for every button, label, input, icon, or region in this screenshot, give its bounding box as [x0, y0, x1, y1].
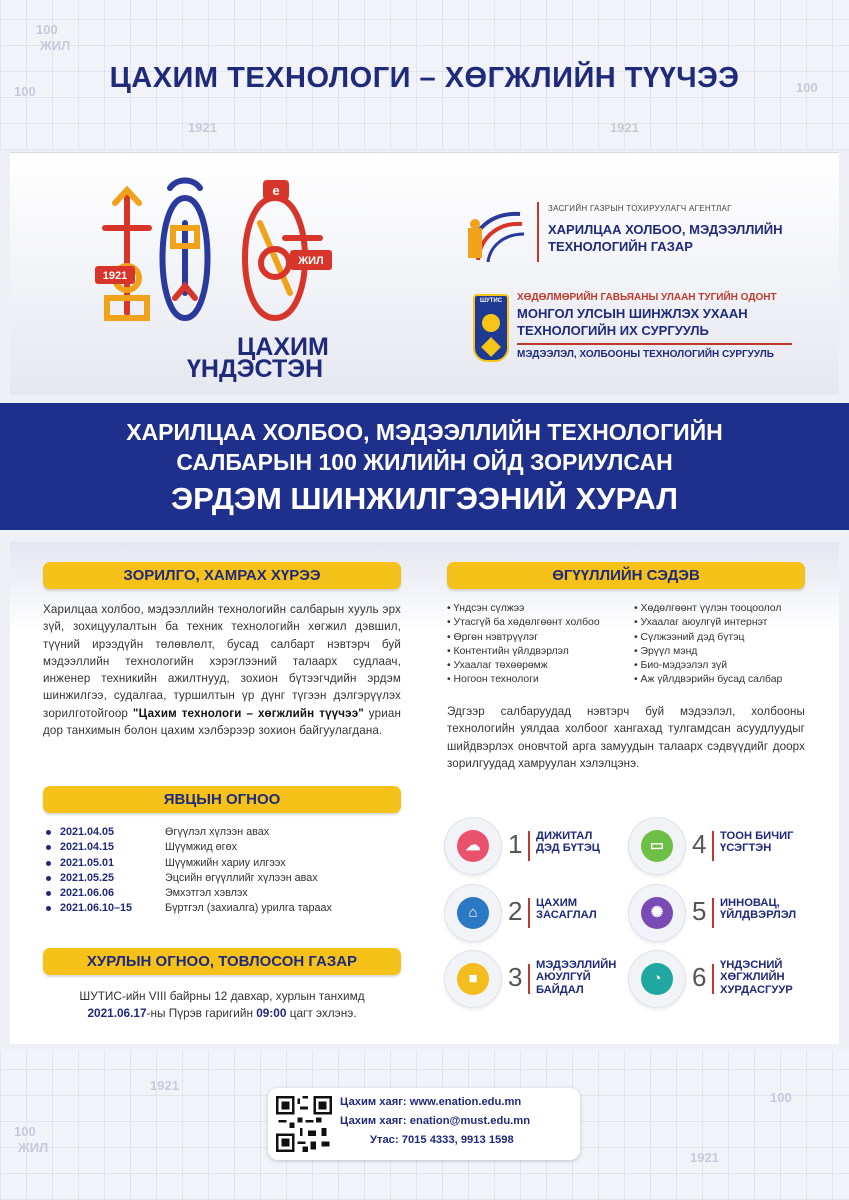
shield-gem: [482, 314, 500, 332]
pattern-mark-100: 100: [796, 80, 818, 95]
speedometer-icon: ◔: [641, 963, 673, 995]
timeline-desc: Эмхэтгэл хэвлэх: [165, 887, 248, 900]
timeline-heading: ЯВЦЫН ОГНОО: [43, 786, 401, 813]
theme-label-line: АЮУЛГҮЙ: [536, 971, 591, 984]
theme-label-line: ИННОВАЦ,: [720, 897, 780, 909]
pattern-mark-jil: ЖИЛ: [18, 1140, 49, 1155]
timeline-desc: Бүртгэл (захиалга) урилга тараах: [165, 902, 332, 915]
pattern-mark-100: 100: [14, 84, 36, 99]
theme-number: 2: [508, 896, 523, 926]
list-item: • Эрүүл мэнд: [634, 645, 782, 659]
theme-divider: [712, 898, 714, 928]
university-name-line1: МОНГОЛ УЛСЫН ШИНЖЛЭХ УХААН: [517, 306, 748, 321]
headline: ЦАХИМ ТЕХНОЛОГИ – ХӨГЖЛИЙН ТҮҮЧЭЭ: [109, 62, 740, 94]
university-school: МЭДЭЭЛЭЛ, ХОЛБООНЫ ТЕХНОЛОГИЙН СУРГУУЛЬ: [517, 349, 774, 360]
theme-circle: [444, 817, 502, 875]
government-building-icon: ⌂: [457, 897, 489, 929]
list-item: • Ногоон технологи: [447, 673, 600, 687]
theme-divider: [712, 831, 714, 861]
timeline-list: [43, 825, 403, 917]
venue-mid: -ны Пүрэв гаригийн: [146, 1006, 257, 1020]
contact-label: Утас:: [370, 1134, 399, 1146]
timeline-desc: Эцсийн өгүүллийг хүлээн авах: [165, 871, 318, 884]
theme-divider: [528, 898, 530, 928]
venue-heading: ХУРЛЫН ОГНОО, ТОВЛОСОН ГАЗАР: [43, 948, 401, 975]
title-line2: САЛБАРЫН 100 ЖИЛИЙН ОЙД ЗОРИУЛСАН: [176, 449, 673, 475]
list-item: • Сүлжээний дэд бүтэц: [634, 631, 782, 645]
logo-e-badge: e: [272, 183, 280, 198]
timeline-date: 2021.04.15: [60, 841, 115, 854]
theme-label-line: ХУРДАСГУУР: [720, 983, 793, 996]
email-link[interactable]: enation@must.edu.mn: [409, 1115, 531, 1127]
pattern-mark-year: 1921: [188, 120, 217, 135]
theme-innovation: [628, 884, 818, 944]
agency-emblem-icon: [462, 208, 528, 264]
contact-label: Цахим хаяг:: [340, 1115, 407, 1127]
theme-number: 4: [692, 829, 707, 859]
theme-divider: [528, 964, 530, 994]
timeline-row: [43, 856, 403, 871]
theme-label-line: МЭДЭЭЛЛИЙН: [536, 959, 617, 971]
topics-list-right: [634, 602, 782, 688]
pattern-mark-year: 1921: [690, 1150, 719, 1165]
university-award: ХӨДӨЛМӨРИЙН ГАВЬЯАНЫ УЛААН ТУГИЙН ОДОНТ: [517, 292, 777, 303]
timeline-date: 2021.04.05: [60, 826, 115, 838]
website-link[interactable]: www.enation.edu.mn: [409, 1096, 522, 1108]
goal-text-part: Харилцаа холбоо, мэдээллийн технологийн салбарын хууль эрх зүй, зохицуулалтын ба техник технологийн хөгжил дэвшил, түүний ирээдүйн төлөвлөлт, бусад салбарт нэвтэрч буй мэдээллийн технологийн хэрэглээний талаарх судлаач, инженер техникийн ажилтнууд, зохион бүтээгчдийн эрдэм шинжилгээ, судалгаа, туршилтын үр дүнг түгээн дэлгэрүүлэх зорилготойгоор: [43, 603, 401, 720]
timeline-date: 2021.06.06: [60, 887, 115, 900]
title-line1: ХАРИЛЦАА ХОЛБОО, МЭДЭЭЛЛИЙН ТЕХНОЛОГИЙН: [126, 419, 723, 445]
theme-circle: [628, 884, 686, 942]
pattern-mark-100: 100: [14, 1124, 36, 1139]
theme-label-line: ДЭД БҮТЭЦ: [536, 842, 600, 855]
theme-national-development: [628, 950, 818, 1010]
theme-label-line: ҮСЭГТЭН: [720, 842, 772, 855]
theme-circle: [444, 950, 502, 1008]
lightbulb-icon: ✺: [641, 897, 673, 929]
list-item: • Өргөн нэвтрүүлэг: [447, 631, 600, 645]
laptop-icon: ▭: [641, 830, 673, 862]
pattern-mark-year: 1921: [610, 120, 639, 135]
theme-circle: [444, 884, 502, 942]
list-item: • Үндсэн сүлжээ: [447, 602, 600, 616]
theme-divider: [528, 831, 530, 861]
timeline-row: [43, 871, 403, 886]
list-item: • Контентийн үйлдвэрлэл: [447, 645, 600, 659]
list-item: • Ухаалаг төхөөрөмж: [447, 659, 600, 673]
theme-label-line: БАЙДАЛ: [536, 983, 584, 996]
agency-name-line1: ХАРИЛЦАА ХОЛБОО, МЭДЭЭЛЛИЙН: [548, 222, 783, 237]
title-banner: [0, 403, 849, 530]
theme-label-line: ЦАХИМ: [536, 897, 578, 909]
theme-label: [536, 830, 634, 855]
cloud-icon: ☁: [457, 830, 489, 862]
pattern-mark-100: 100: [770, 1090, 792, 1105]
contact-email: [340, 1115, 530, 1127]
theme-label-line: ҮЙЛДВЭРЛЭЛ: [720, 909, 797, 922]
theme-information-security: [444, 950, 634, 1010]
theme-label: [720, 830, 818, 855]
contact-label: Цахим хаяг:: [340, 1096, 407, 1108]
topics-paragraph: Эдгээр салбаруудад нэвтэрч буй мэдээлэл, холбооны технологийн уялдаа холбоог хангахад тулгамдсан асуудлуудыг шийдвэрлэх оновчтой арга замуудын талаарх сэдвүүдийг доорх зорилгуудад хамруулан хэлэлцэнэ.: [447, 705, 805, 770]
theme-label-line: ДИЖИТАЛ: [536, 830, 593, 842]
logo-year: 1921: [102, 270, 128, 282]
theme-number: 6: [692, 962, 707, 992]
agency-caption: ЗАСГИЙН ГАЗРЫН ТОХИРУУЛАГЧ АГЕНТЛАГ: [548, 204, 732, 213]
timeline-row: [43, 886, 403, 901]
bullet-dot: [46, 845, 51, 850]
theme-number: 1: [508, 829, 523, 859]
title-line3: ЭРДЭМ ШИНЖИЛГЭЭНИЙ ХУРАЛ: [171, 481, 678, 516]
bullet-dot: [46, 891, 51, 896]
venue-end: цагт эхлэнэ.: [286, 1006, 357, 1020]
pattern-mark-jil: ЖИЛ: [40, 38, 71, 53]
list-item: • Био-мэдээлэл зүй: [634, 659, 782, 673]
theme-label: [536, 897, 634, 922]
venue-line1: ШУТИС-ийн VIII байрны 12 давхар, хурлын танхимд: [79, 989, 365, 1003]
university-abbr: ШУТИС: [479, 298, 503, 304]
list-item: • Хөдөлгөөнт үүлэн тооцоолол: [634, 602, 782, 616]
theme-label-line: ҮНДЭСНИЙ: [720, 959, 783, 971]
timeline-desc: Шүүмжид өгөх: [165, 841, 238, 854]
contact-phone: [370, 1134, 514, 1146]
logo-text-undesten: ҮНДЭСТЭН: [187, 355, 324, 383]
bullet-dot: [46, 876, 51, 881]
phone-numbers: 7015 4333, 9913 1598: [401, 1134, 514, 1146]
goal-motto: "Цахим технологи – хөгжлийн түүчээ": [132, 706, 364, 720]
venue-text: [43, 988, 401, 1022]
timeline-desc: Шүүмжийн хариу илгээх: [165, 856, 286, 869]
topics-list-left: [447, 602, 600, 688]
shield-star: [481, 337, 501, 357]
timeline-date: 2021.05.25: [60, 871, 115, 884]
theme-circle: [628, 817, 686, 875]
timeline-row: [43, 840, 403, 855]
timeline-date: 2021.06.10–15: [60, 902, 133, 915]
agency-divider: [537, 202, 539, 262]
pattern-mark-100: 100: [36, 22, 58, 37]
lock-icon: ■: [457, 963, 489, 995]
qr-code-icon[interactable]: [276, 1096, 332, 1152]
theme-digital-infrastructure: [444, 817, 634, 877]
venue-line2: [43, 1005, 401, 1022]
theme-number: 5: [692, 896, 707, 926]
goal-heading: ЗОРИЛГО, ХАМРАХ ХҮРЭЭ: [43, 562, 401, 589]
theme-divider: [712, 964, 714, 994]
goal-text-part: уриан дор танхимын болон цахим хэлбэрээр зохион байгуулагдана.: [43, 706, 401, 738]
theme-label-line: ЗАСАГЛАЛ: [536, 909, 597, 922]
theme-label-line: ТООН БИЧИГ: [720, 830, 794, 842]
university-rule: [517, 343, 792, 345]
theme-label-line: ХӨГЖЛИЙН: [720, 971, 785, 984]
goal-text: [43, 601, 401, 739]
theme-label: [536, 959, 634, 996]
timeline-row: [43, 901, 403, 916]
list-item: • Аж үйлдвэрийн бусад салбар: [634, 673, 782, 687]
theme-number: 3: [508, 962, 523, 992]
agency-name-line2: ТЕХНОЛОГИЙН ГАЗАР: [548, 239, 693, 254]
theme-e-government: [444, 884, 634, 944]
list-item: • Утасгүй ба хөдөлгөөнт холбоо: [447, 616, 600, 630]
university-logo-block: [473, 288, 813, 368]
logo-jil-badge: ЖИЛ: [298, 255, 324, 267]
bullet-dot: [46, 906, 51, 911]
digital-nation-100-logo: [85, 168, 345, 338]
contact-web: [340, 1096, 521, 1108]
theme-label: [720, 897, 818, 922]
bullet-dot: [46, 861, 51, 866]
venue-date: 2021.06.17: [87, 1006, 147, 1020]
bullet-dot: [46, 830, 51, 835]
theme-circle: [628, 950, 686, 1008]
timeline-row: [43, 825, 403, 840]
agency-logo-block: [462, 200, 802, 270]
theme-digital-literacy: [628, 817, 818, 877]
venue-time: 09:00: [256, 1006, 287, 1020]
timeline-desc: Өгүүлэл хүлээн авах: [165, 826, 270, 838]
contact-box: [268, 1088, 580, 1160]
university-shield-icon: [473, 294, 509, 362]
topics-heading: ӨГҮҮЛЛИЙН СЭДЭВ: [447, 562, 805, 589]
university-name-line2: ТЕХНОЛОГИЙН ИХ СУРГУУЛЬ: [517, 323, 709, 338]
logo-text-tsakhim: ЦАХИМ: [237, 333, 329, 361]
timeline-date: 2021.05.01: [60, 856, 115, 869]
pattern-mark-year: 1921: [150, 1078, 179, 1093]
list-item: • Ухаалаг аюулгүй интернэт: [634, 616, 782, 630]
theme-label: [720, 959, 818, 996]
